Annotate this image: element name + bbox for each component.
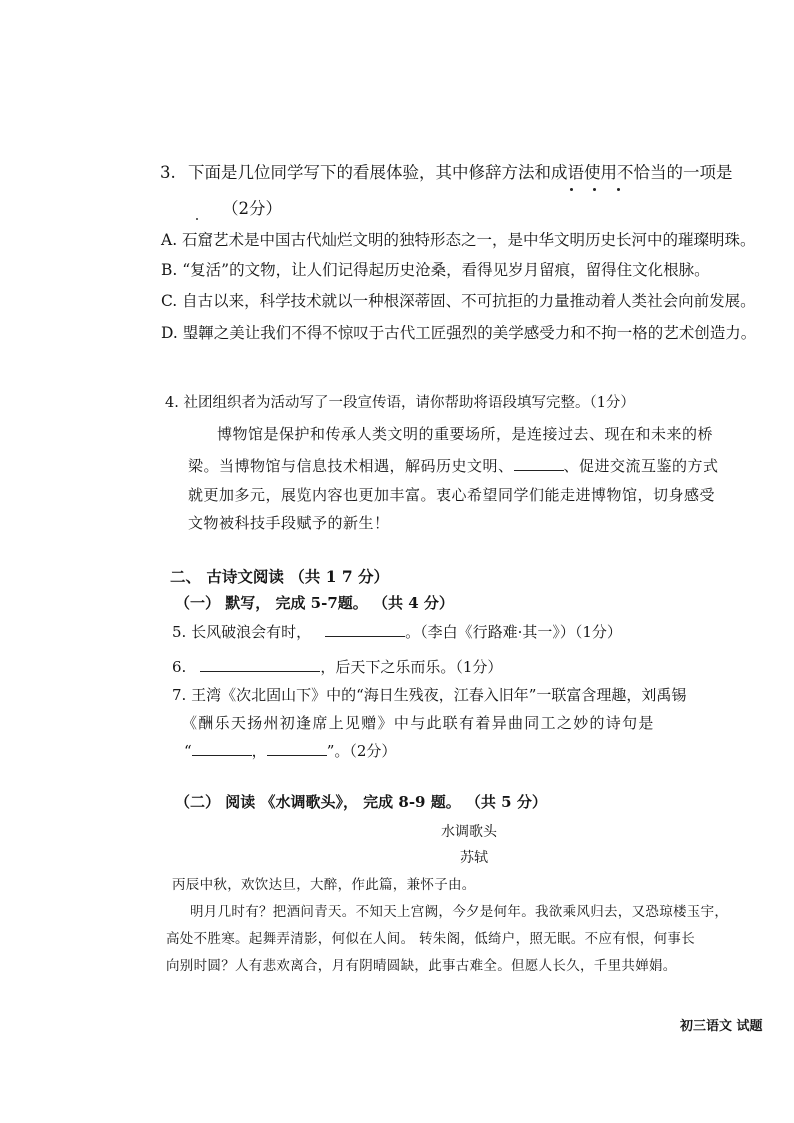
q6-answer-blank[interactable] <box>200 670 320 672</box>
q7-close: ”。（2分） <box>326 742 397 760</box>
q4-line-2 <box>188 459 719 474</box>
q5-end: 。（李白《行路难·其一》）（1分） <box>405 623 622 641</box>
q6-number: 6. <box>172 658 187 676</box>
q6-end: ，后天下之乐而乐。（1分） <box>320 658 503 676</box>
q7-answer-blank-1[interactable] <box>192 754 252 756</box>
q7-line-2: 《酬乐天扬州初逢席上见赠》中与此联有着异曲同工之妙的诗句是 <box>182 714 655 732</box>
q5-start: 5. 长风破浪会有时， <box>172 623 312 641</box>
poem-title: 水调歌头 <box>441 824 497 840</box>
q7-open-quote: “ <box>184 742 192 760</box>
q6-line <box>172 660 502 675</box>
q3-option-b: B. “复活”的文物，让人们记得起历史沧桑，看得见岁月留痕，留得住文化根脉。 <box>161 261 710 279</box>
q4-line-3: 就更加多元，展览内容也更加丰富。衷心希望同学们能走进博物馆，切身感受 <box>188 486 716 504</box>
part-2-heading: （二） 阅读 《水调歌头》， 完成 8-9 题。 （共 5 分） <box>175 793 547 811</box>
poem-line-2: 高处不胜寒。起舞弄清影，何似在人间。 转朱阁，低绮户，照无眠。不应有恨，何事长 <box>166 931 695 947</box>
poem-line-1: 明月几时有？把酒问青天。不知天上宫阙，今夕是何年。我欲乘风归去，又恐琼楼玉宇， <box>190 904 729 920</box>
part-1-heading: （一） 默写， 完成 5-7题。 （共 4 分） <box>175 594 454 612</box>
q4-answer-blank[interactable] <box>514 469 564 471</box>
q3-option-c: C. 自古以来，科学技术就以一种根深蒂固、不可抗拒的力量推动着人类社会向前发展。 <box>161 292 756 310</box>
q3-number: 3. <box>160 163 176 182</box>
q5-line <box>172 625 622 640</box>
q3-option-a: A. 石窟艺术是中国古代灿烂文明的独特形态之一，是中华文明历史长河中的璀璨明珠。 <box>161 231 756 249</box>
q4-line-4: 文物被科技手段赋予的新生！ <box>188 514 390 532</box>
scan-speck <box>196 218 198 220</box>
q7-line-3 <box>184 744 396 759</box>
q4-line-2-start: 梁。当博物馆与信息技术相遇，解码历史文明、 <box>188 457 514 475</box>
q3-stem: 下面是几位同学写下的看展体验，其中修辞方法和成语使用不恰当的一项是 <box>188 163 733 182</box>
q4-line-2-end: 、促进交流互鉴的方式 <box>563 457 719 475</box>
emphasis-dot <box>593 188 596 191</box>
poem-preface: 丙辰中秋，欢饮达旦，大醉，作此篇，兼怀子由。 <box>172 877 476 893</box>
section-2-heading: 二、 古诗文阅读 （共 1 7 分） <box>170 567 390 586</box>
emphasis-dot <box>570 188 573 191</box>
q3-option-d: D. 琞韗之美让我们不得不惊叹于古代工匠强烈的美学感受力和不拘一格的艺术创造力。 <box>161 324 757 342</box>
q4-stem: 4. 社团组织者为活动写了一段宣传语，请你帮助将语段填写完整。（1分） <box>165 395 635 411</box>
poem-line-3: 向别时圆？人有悲欢离合，月有阴晴圆缺，此事古难全。但愿人长久，千里共婵娟。 <box>166 958 677 974</box>
q7-answer-blank-2[interactable] <box>267 754 327 756</box>
q7-comma: ， <box>251 742 267 760</box>
q7-line-1: 7. 王湾《次北固山下》中的“海日生残夜，江春入旧年”一联富含理趣，刘禹锡 <box>172 686 687 704</box>
q4-line-1: 博物馆是保护和传承人类文明的重要场所，是连接过去、现在和未来的桥 <box>217 425 714 443</box>
emphasis-dot <box>617 188 620 191</box>
footer-label: 初三语文 试题 <box>680 1019 763 1034</box>
q5-answer-blank[interactable] <box>325 635 405 637</box>
q3-score: （2分） <box>222 199 282 218</box>
poem-author: 苏轼 <box>460 850 488 866</box>
